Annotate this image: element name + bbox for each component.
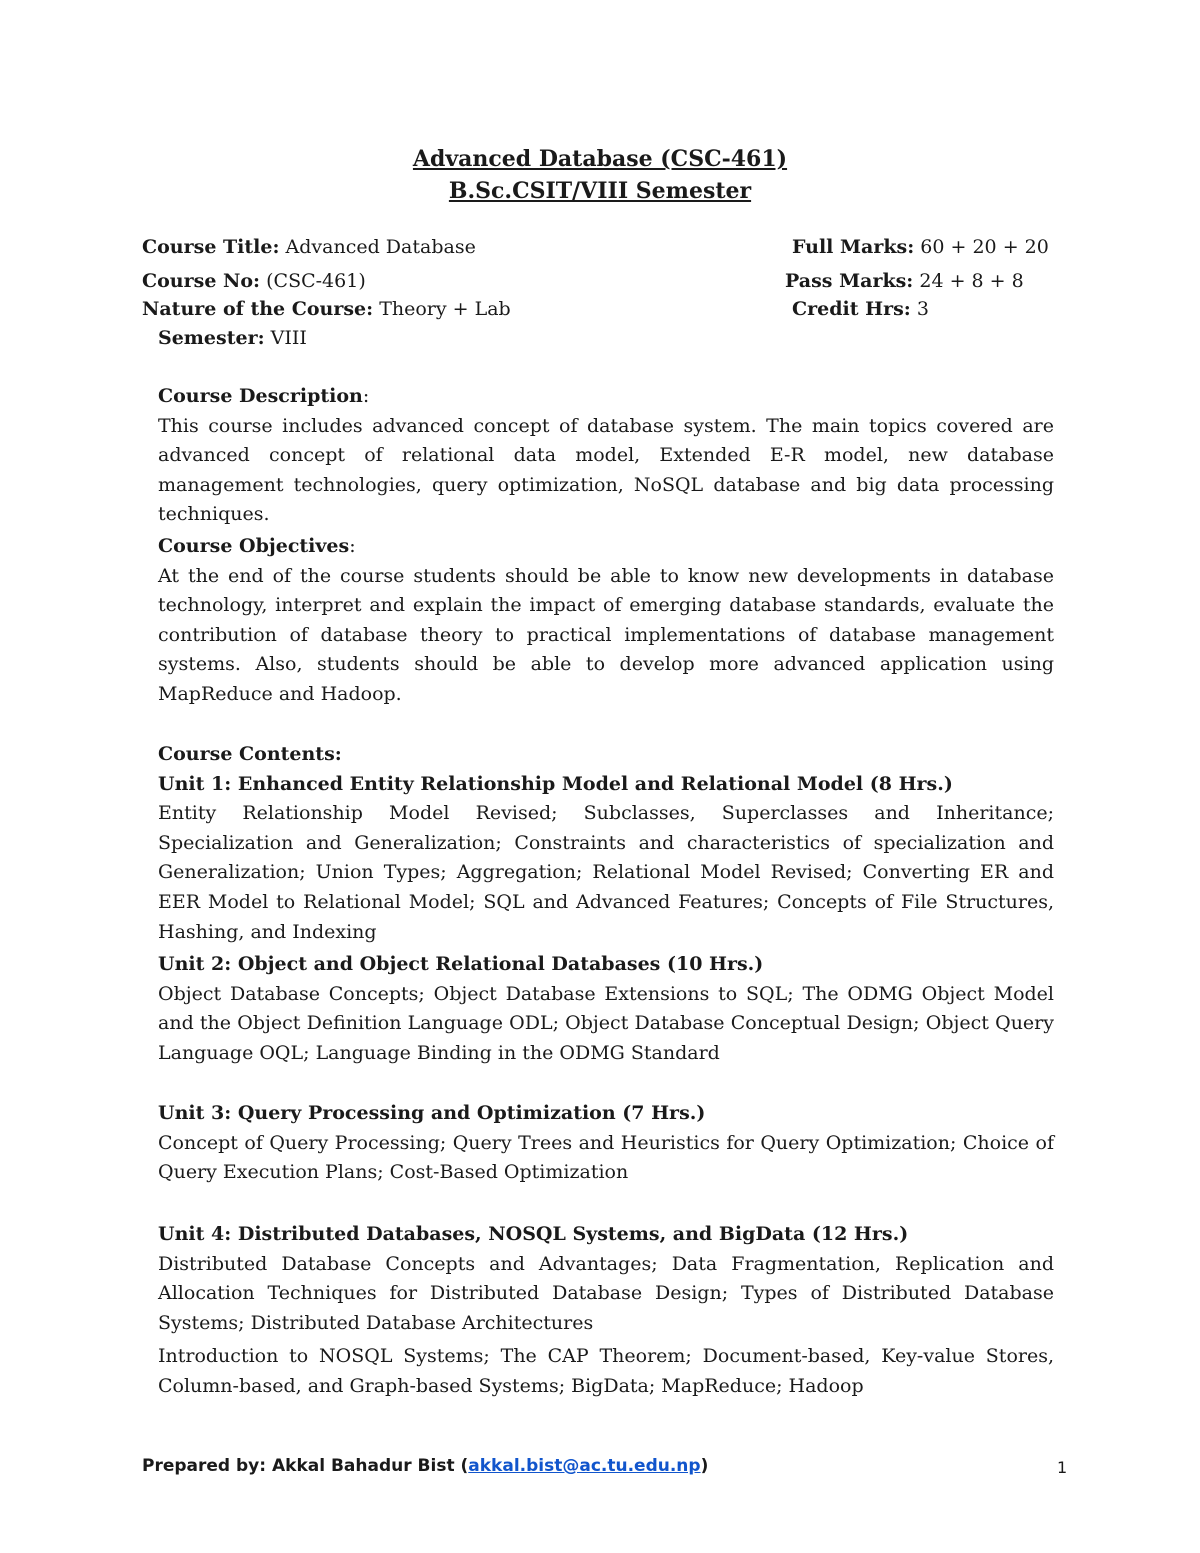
semester-value: VIII: [270, 327, 307, 349]
course-title-label: Course Title:: [142, 236, 280, 258]
semester-label: Semester:: [158, 327, 265, 349]
footer-email-link[interactable]: akkal.bist@ac.tu.edu.np: [468, 1456, 701, 1476]
course-objectives-section: Course Objectives: At the end of the course students should be able to know new developments in database technology, interpret and explain the impact of emerging database standards, evaluate the contribution of database theory to practical implementations of database management systems. Also, students should be able to develop more advanced application using MapReduce and Hadoop.: [158, 532, 1054, 710]
footer-prepared-by: [142, 1456, 708, 1476]
unit-3-title: Unit 3: Query Processing and Optimization (7 Hrs.): [158, 1102, 706, 1124]
footer-prefix: Prepared by: Akkal Bahadur Bist (: [142, 1456, 469, 1476]
footer-suffix: ): [700, 1456, 709, 1476]
credit-row: [792, 298, 929, 320]
pass-marks-label: Pass Marks:: [785, 270, 914, 292]
full-marks-row: [792, 236, 1049, 258]
course-title-row: [142, 236, 476, 258]
contents-heading: Course Contents:: [158, 743, 342, 765]
pass-marks-value: 24 + 8 + 8: [919, 270, 1024, 292]
unit-3-text: Concept of Query Processing; Query Trees and Heuristics for Query Optimization; Choice of Query Execution Plans; Cost-Based Optimization: [158, 1131, 1054, 1184]
objectives-text: At the end of the course students should be able to know new developments in database technology, interpret and explain the impact of emerging database standards, evaluate the contribution of database theory to practical implementations of database management systems. Also, students should be able to develop more advanced application using MapReduce and Hadoop.: [158, 564, 1054, 705]
course-title-value: Advanced Database: [285, 236, 476, 258]
unit-2-title: Unit 2: Object and Object Relational Databases (10 Hrs.): [158, 953, 764, 975]
course-no-value: (CSC-461): [266, 270, 366, 292]
unit-4-section: [158, 1220, 1054, 1402]
course-no-row: [142, 270, 366, 292]
page-number: 1: [1057, 1458, 1068, 1477]
course-contents-section: [158, 740, 1054, 947]
full-marks-value: 60 + 20 + 20: [920, 236, 1049, 258]
unit-4-text: Distributed Database Concepts and Advantages; Data Fragmentation, Replication and Allocation Techniques for Distributed Database Design; Types of Distributed Database Systems; Distributed Database Architectures: [158, 1252, 1054, 1334]
course-no-label: Course No:: [142, 270, 261, 292]
unit-2-text: Object Database Concepts; Object Database Extensions to SQL; The ODMG Object Model and the Object Definition Language ODL; Object Database Conceptual Design; Object Query Language OQL; Language Binding in the ODMG Standard: [158, 982, 1054, 1064]
unit-1-title: Unit 1: Enhanced Entity Relationship Model and Relational Model (8 Hrs.): [158, 772, 953, 795]
nature-label: Nature of the Course:: [142, 298, 374, 320]
nature-value: Theory + Lab: [379, 298, 511, 320]
full-marks-label: Full Marks:: [792, 236, 915, 258]
unit-1-text: Entity Relationship Model Revised; Subclasses, Superclasses and Inheritance; Specialization and Generalization; Constraints and characteristics of specialization and Generalization; Union Types; Aggregation; Relational Model Revised; Converting ER and EER Model to Relational Model; SQL and Advanced Features; Concepts of File Structures, Hashing, and Indexing: [158, 802, 1054, 943]
document-subtitle: B.Sc.CSIT/VIII Semester: [448, 178, 752, 204]
unit-3-section: [158, 1099, 1054, 1188]
document-title: Advanced Database (CSC-461): [412, 146, 788, 172]
credit-label: Credit Hrs:: [792, 298, 911, 320]
description-text: This course includes advanced concept of database system. The main topics covered are advanced concept of relational data model, Extended E-R model, new database management technologies, query optimization, NoSQL database and big data processing techniques.: [158, 414, 1054, 526]
description-heading: Course Description: [158, 385, 363, 407]
credit-value: 3: [916, 298, 929, 320]
course-description-section: Course Description: This course includes advanced concept of database system. The main topics covered are advanced concept of relational data model, Extended E-R model, new database management technologies, query optimization, NoSQL database and big data processing techniques.: [158, 382, 1054, 530]
unit-2-section: [158, 950, 1054, 1068]
semester-row: [158, 327, 307, 349]
unit-4-title: Unit 4: Distributed Databases, NOSQL Systems, and BigData (12 Hrs.): [158, 1223, 909, 1245]
pass-marks-row: [785, 270, 1024, 292]
nature-row: [142, 298, 511, 320]
unit-4-text-2: Introduction to NOSQL Systems; The CAP Theorem; Document-based, Key-value Stores, Column-based, and Graph-based Systems; BigData; MapReduce; Hadoop: [158, 1345, 1054, 1397]
objectives-heading: Course Objectives: [158, 535, 350, 557]
